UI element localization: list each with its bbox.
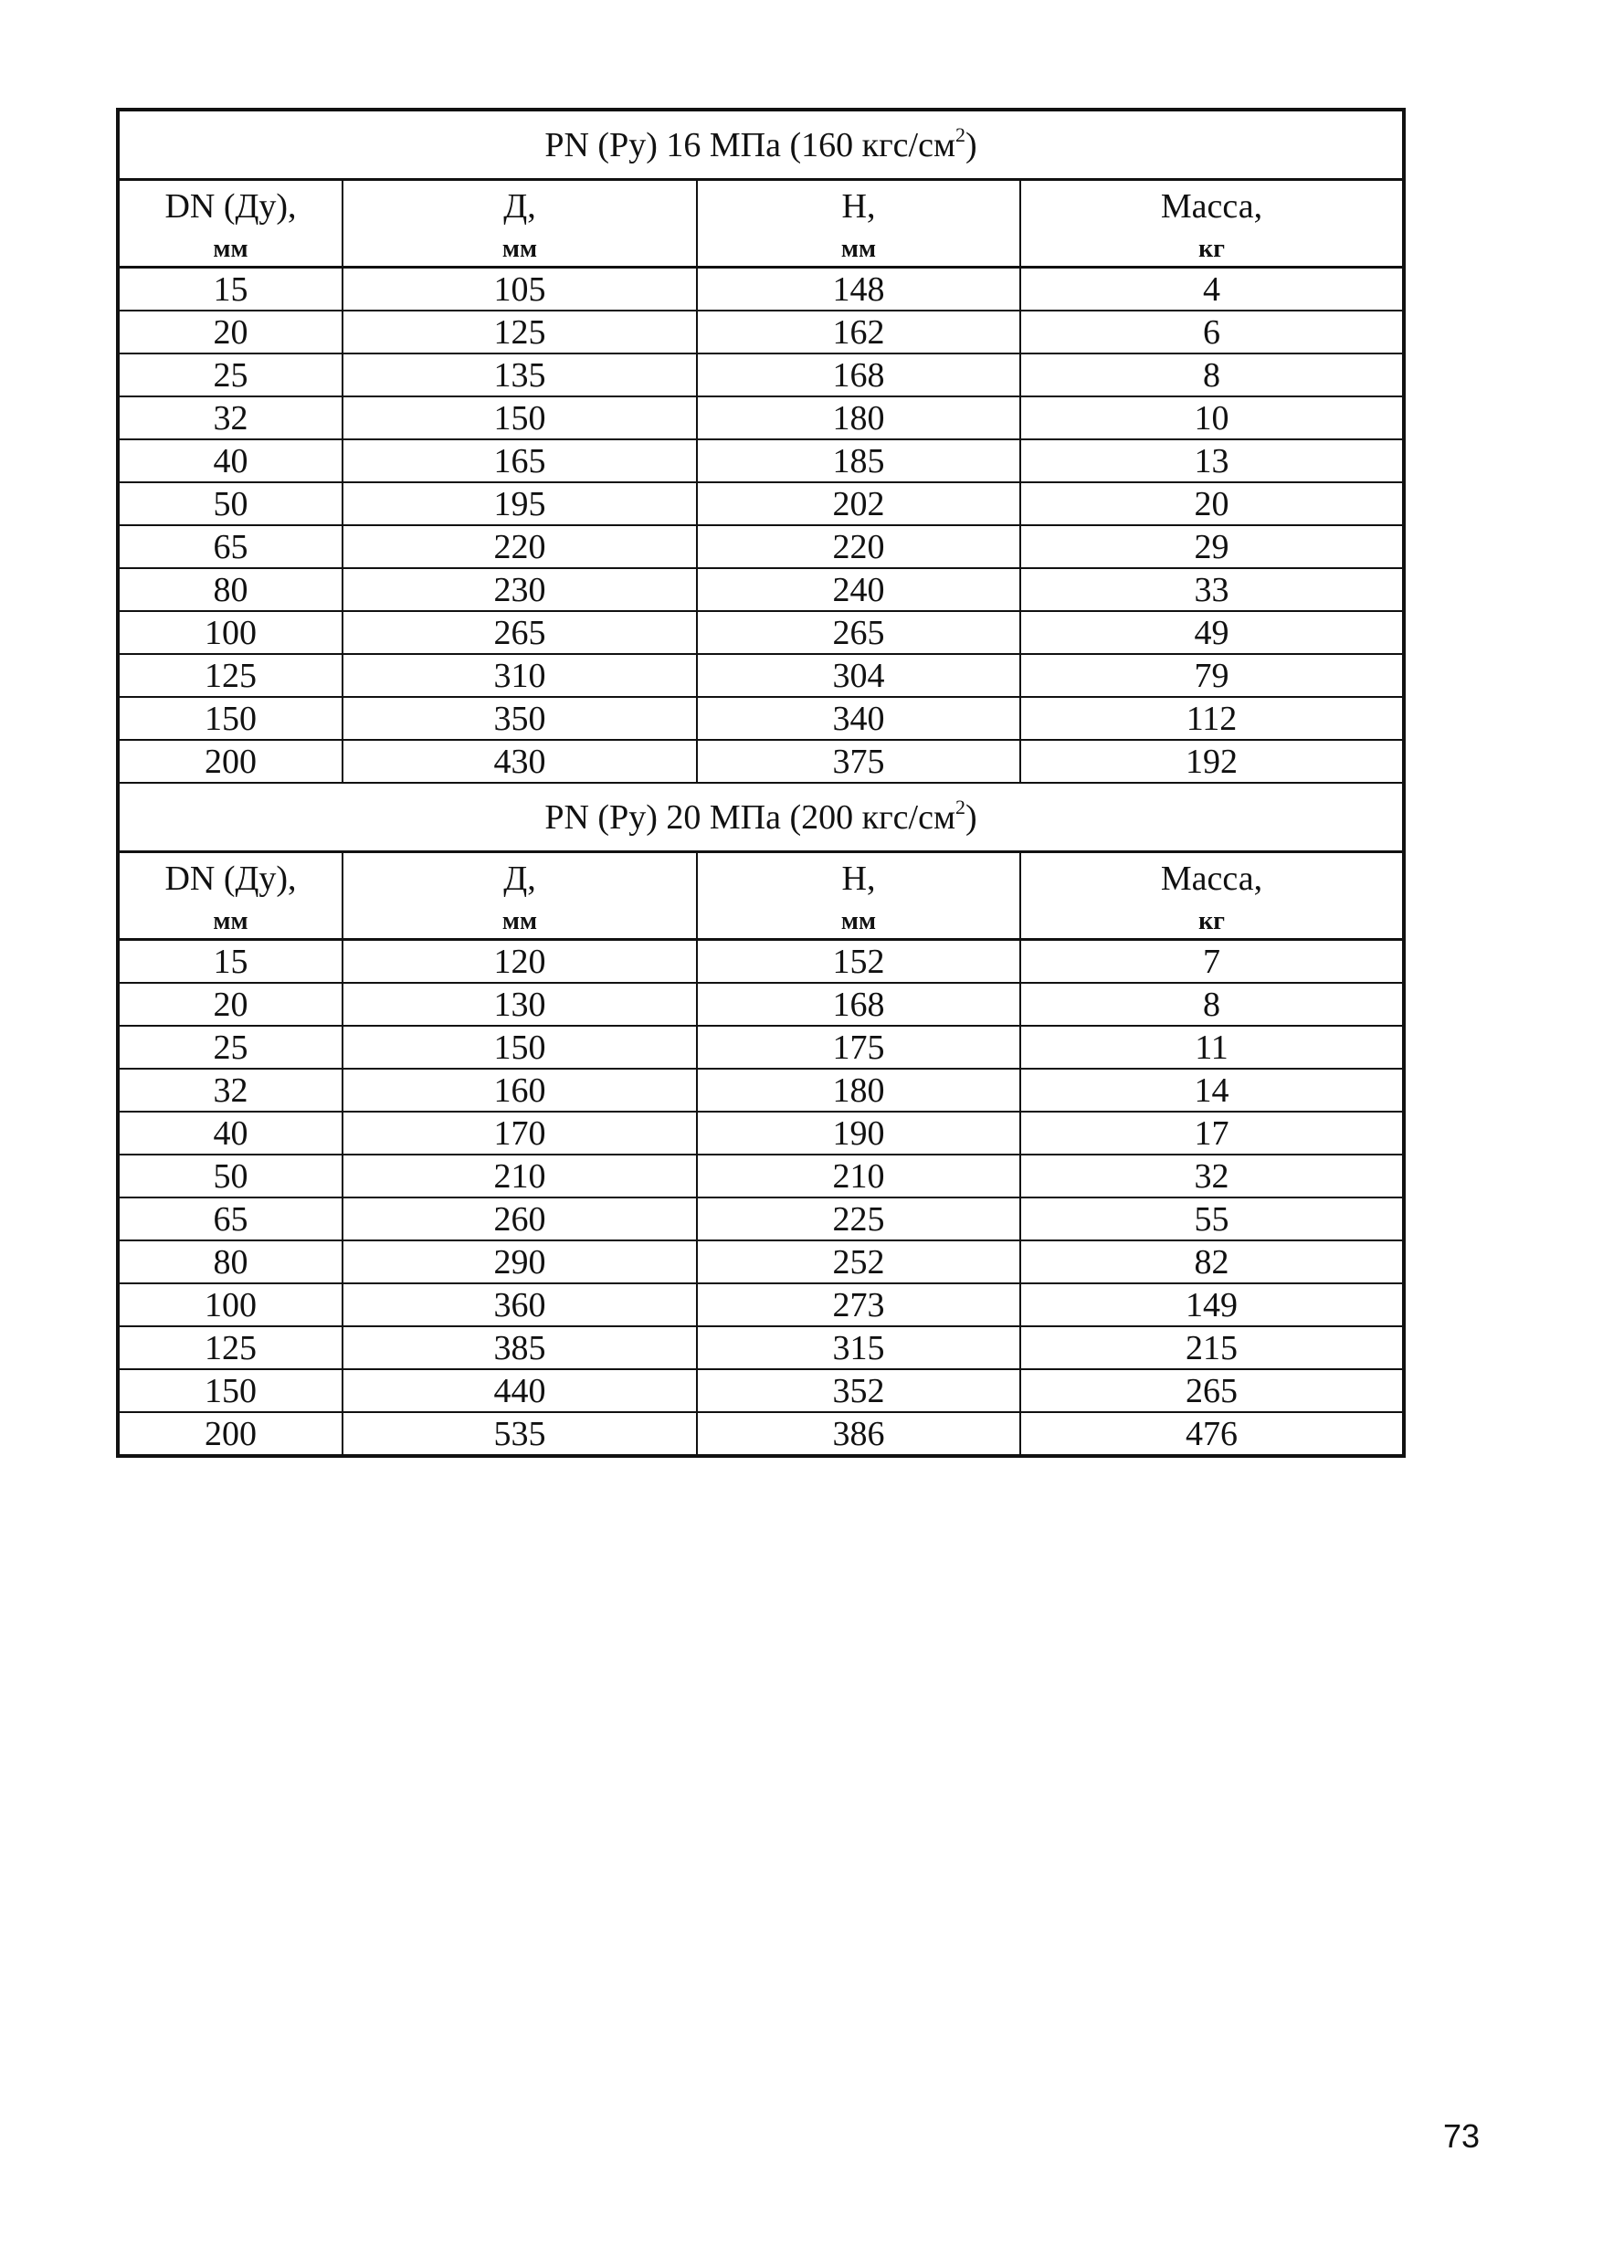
table-cell: 125 bbox=[343, 311, 697, 353]
table-cell: 11 bbox=[1020, 1026, 1404, 1069]
pressure-class-superscript: 2 bbox=[955, 795, 965, 818]
pressure-class-superscript: 2 bbox=[955, 122, 965, 146]
column-header bbox=[118, 852, 343, 940]
column-header bbox=[343, 852, 697, 940]
table-cell: 100 bbox=[118, 611, 343, 654]
table-row bbox=[118, 396, 1404, 439]
table-cell: 150 bbox=[343, 396, 697, 439]
table-cell: 80 bbox=[118, 568, 343, 611]
table-cell: 210 bbox=[697, 1155, 1020, 1197]
column-header-unit: мм bbox=[840, 906, 877, 935]
table-cell: 130 bbox=[343, 983, 697, 1026]
table-cell: 215 bbox=[1020, 1326, 1404, 1369]
table-cell: 125 bbox=[118, 1326, 343, 1369]
table-cell: 165 bbox=[343, 439, 697, 482]
column-header-unit: мм bbox=[840, 234, 877, 263]
pressure-class-label: PN (Ру) 20 МПа (200 кгс/см bbox=[544, 797, 955, 837]
table-cell: 105 bbox=[343, 268, 697, 311]
table-cell: 80 bbox=[118, 1240, 343, 1283]
table-cell: 120 bbox=[343, 940, 697, 984]
table-cell: 25 bbox=[118, 353, 343, 396]
table-cell: 82 bbox=[1020, 1240, 1404, 1283]
table-cell: 220 bbox=[343, 525, 697, 568]
flange-dimensions-table bbox=[116, 108, 1406, 1458]
table-cell: 65 bbox=[118, 1197, 343, 1240]
table-cell: 265 bbox=[697, 611, 1020, 654]
table-cell: 190 bbox=[697, 1112, 1020, 1155]
table-cell: 440 bbox=[343, 1369, 697, 1412]
table-cell: 150 bbox=[343, 1026, 697, 1069]
table-cell: 240 bbox=[697, 568, 1020, 611]
table-cell: 192 bbox=[1020, 740, 1404, 783]
table-cell: 20 bbox=[118, 983, 343, 1026]
column-header bbox=[118, 180, 343, 268]
table-cell: 386 bbox=[697, 1412, 1020, 1456]
column-header-unit: кг bbox=[1198, 234, 1225, 263]
table-row bbox=[118, 1112, 1404, 1155]
table-row bbox=[118, 482, 1404, 525]
table-cell: 476 bbox=[1020, 1412, 1404, 1456]
column-header-row bbox=[118, 852, 1404, 940]
table-cell: 375 bbox=[697, 740, 1020, 783]
table-cell: 220 bbox=[697, 525, 1020, 568]
table-cell: 112 bbox=[1020, 697, 1404, 740]
table-row bbox=[118, 1026, 1404, 1069]
table-cell: 200 bbox=[118, 740, 343, 783]
table-cell: 310 bbox=[343, 654, 697, 697]
column-header-unit: мм bbox=[213, 234, 248, 263]
column-header-name: Масса, bbox=[1160, 186, 1263, 226]
table-row bbox=[118, 1326, 1404, 1369]
table-row bbox=[118, 654, 1404, 697]
pressure-class-close: ) bbox=[965, 125, 977, 164]
table-row bbox=[118, 1197, 1404, 1240]
table-cell: 152 bbox=[697, 940, 1020, 984]
column-header-name: Масса, bbox=[1160, 859, 1263, 898]
table-cell: 15 bbox=[118, 268, 343, 311]
table-cell: 20 bbox=[118, 311, 343, 353]
table-cell: 430 bbox=[343, 740, 697, 783]
table-cell: 360 bbox=[343, 1283, 697, 1326]
table-cell: 385 bbox=[343, 1326, 697, 1369]
table-cell: 260 bbox=[343, 1197, 697, 1240]
table-row bbox=[118, 439, 1404, 482]
table-row bbox=[118, 311, 1404, 353]
table-cell: 4 bbox=[1020, 268, 1404, 311]
table-cell: 6 bbox=[1020, 311, 1404, 353]
table-cell: 65 bbox=[118, 525, 343, 568]
table-row bbox=[118, 697, 1404, 740]
table-cell: 180 bbox=[697, 396, 1020, 439]
table-cell: 32 bbox=[118, 396, 343, 439]
pressure-class-row bbox=[118, 783, 1404, 852]
table-cell: 175 bbox=[697, 1026, 1020, 1069]
table-row bbox=[118, 1369, 1404, 1412]
table-cell: 304 bbox=[697, 654, 1020, 697]
table-cell: 290 bbox=[343, 1240, 697, 1283]
table-cell: 29 bbox=[1020, 525, 1404, 568]
column-header-row bbox=[118, 180, 1404, 268]
column-header-unit: мм bbox=[213, 906, 248, 935]
table-row bbox=[118, 611, 1404, 654]
table-cell: 210 bbox=[343, 1155, 697, 1197]
table-cell: 195 bbox=[343, 482, 697, 525]
column-header-unit: мм bbox=[501, 906, 538, 935]
table-cell: 162 bbox=[697, 311, 1020, 353]
table-row bbox=[118, 740, 1404, 783]
column-header bbox=[1020, 852, 1404, 940]
table-cell: 230 bbox=[343, 568, 697, 611]
table-cell: 150 bbox=[118, 1369, 343, 1412]
table-cell: 340 bbox=[697, 697, 1020, 740]
column-header bbox=[697, 180, 1020, 268]
table-cell: 100 bbox=[118, 1283, 343, 1326]
table-cell: 265 bbox=[1020, 1369, 1404, 1412]
table-cell: 135 bbox=[343, 353, 697, 396]
table-cell: 185 bbox=[697, 439, 1020, 482]
table-cell: 125 bbox=[118, 654, 343, 697]
column-header-unit: мм bbox=[501, 234, 538, 263]
table-cell: 8 bbox=[1020, 353, 1404, 396]
column-header-name: DN (Ду), bbox=[164, 186, 297, 226]
table-cell: 79 bbox=[1020, 654, 1404, 697]
column-header-name: Н, bbox=[841, 186, 876, 226]
table-cell: 40 bbox=[118, 439, 343, 482]
page-number: 73 bbox=[1442, 2117, 1481, 2155]
column-header bbox=[697, 852, 1020, 940]
table-cell: 149 bbox=[1020, 1283, 1404, 1326]
table-cell: 202 bbox=[697, 482, 1020, 525]
table-cell: 160 bbox=[343, 1069, 697, 1112]
table-cell: 265 bbox=[343, 611, 697, 654]
table-row bbox=[118, 568, 1404, 611]
table-row bbox=[118, 353, 1404, 396]
table-row bbox=[118, 1155, 1404, 1197]
table-cell: 50 bbox=[118, 1155, 343, 1197]
table-cell: 15 bbox=[118, 940, 343, 984]
table-cell: 13 bbox=[1020, 439, 1404, 482]
table-row bbox=[118, 940, 1404, 984]
table-cell: 180 bbox=[697, 1069, 1020, 1112]
table-cell: 8 bbox=[1020, 983, 1404, 1026]
table-row bbox=[118, 1069, 1404, 1112]
table-cell: 225 bbox=[697, 1197, 1020, 1240]
table-row bbox=[118, 1412, 1404, 1456]
pressure-class-title bbox=[118, 110, 1404, 180]
table-cell: 55 bbox=[1020, 1197, 1404, 1240]
table-cell: 25 bbox=[118, 1026, 343, 1069]
column-header-unit: кг bbox=[1198, 906, 1225, 935]
table-cell: 49 bbox=[1020, 611, 1404, 654]
table-cell: 17 bbox=[1020, 1112, 1404, 1155]
pressure-class-row bbox=[118, 110, 1404, 180]
column-header-name: Н, bbox=[841, 859, 876, 898]
table-cell: 252 bbox=[697, 1240, 1020, 1283]
table-row bbox=[118, 525, 1404, 568]
table-cell: 200 bbox=[118, 1412, 343, 1456]
table-cell: 315 bbox=[697, 1326, 1020, 1369]
table-cell: 168 bbox=[697, 983, 1020, 1026]
table-cell: 50 bbox=[118, 482, 343, 525]
table-cell: 352 bbox=[697, 1369, 1020, 1412]
table-cell: 350 bbox=[343, 697, 697, 740]
column-header-name: Д, bbox=[503, 859, 536, 898]
table-cell: 32 bbox=[1020, 1155, 1404, 1197]
table-row bbox=[118, 983, 1404, 1026]
table-cell: 20 bbox=[1020, 482, 1404, 525]
table-cell: 148 bbox=[697, 268, 1020, 311]
column-header bbox=[343, 180, 697, 268]
table-cell: 14 bbox=[1020, 1069, 1404, 1112]
table-cell: 150 bbox=[118, 697, 343, 740]
table-cell: 168 bbox=[697, 353, 1020, 396]
table-cell: 32 bbox=[118, 1069, 343, 1112]
table-cell: 170 bbox=[343, 1112, 697, 1155]
column-header-name: Д, bbox=[503, 186, 536, 226]
table-cell: 40 bbox=[118, 1112, 343, 1155]
table-cell: 273 bbox=[697, 1283, 1020, 1326]
table-cell: 10 bbox=[1020, 396, 1404, 439]
pressure-class-title bbox=[118, 783, 1404, 852]
table-row bbox=[118, 268, 1404, 311]
pressure-class-close: ) bbox=[965, 797, 977, 837]
table-row bbox=[118, 1240, 1404, 1283]
table-cell: 535 bbox=[343, 1412, 697, 1456]
table-cell: 7 bbox=[1020, 940, 1404, 984]
column-header-name: DN (Ду), bbox=[164, 859, 297, 898]
pressure-class-label: PN (Ру) 16 МПа (160 кгс/см bbox=[544, 125, 955, 164]
table-body bbox=[118, 110, 1404, 1456]
column-header bbox=[1020, 180, 1404, 268]
table-cell: 33 bbox=[1020, 568, 1404, 611]
table-row bbox=[118, 1283, 1404, 1326]
